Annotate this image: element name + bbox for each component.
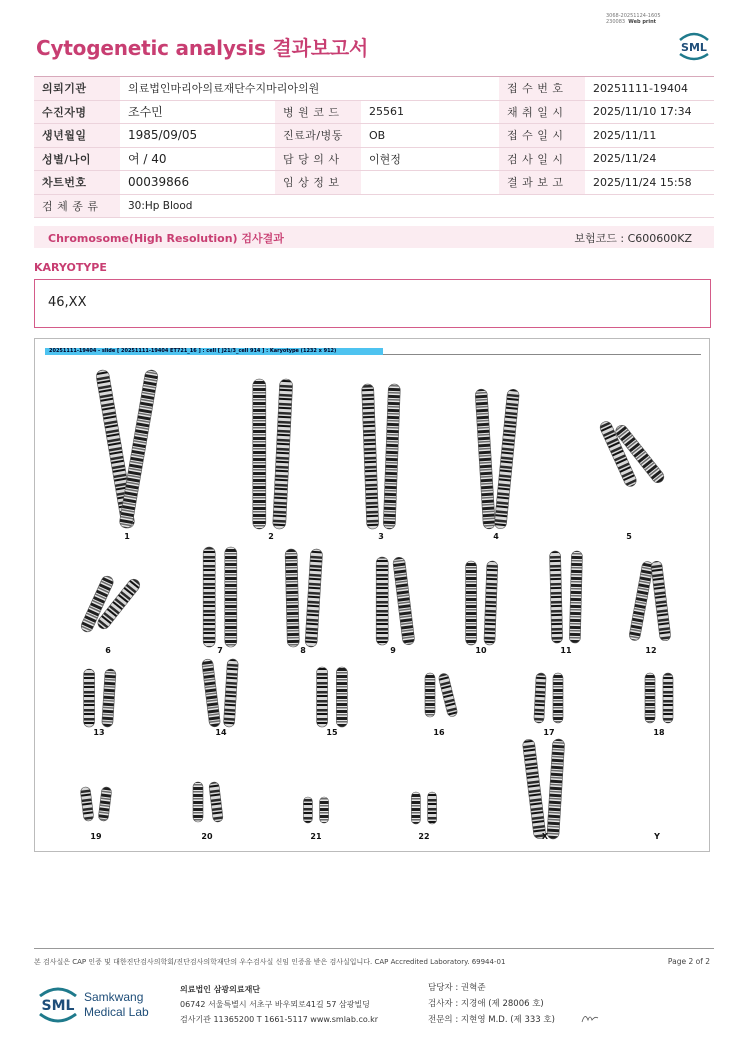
value-report-time: 2025/11/24 15:58 bbox=[585, 171, 714, 195]
result-header-bar bbox=[34, 226, 714, 248]
image-header: 20251111-19404 - slide [ 20251111-19404 ET721_16 ] : cell [ J21/3_cell 914 ] : Karyotype (1232 x 912) bbox=[45, 348, 383, 355]
chromosome-X-a bbox=[522, 739, 546, 840]
label-report-time: 결 과 보 고 bbox=[499, 171, 585, 195]
value-birth-date: 1985/09/05 bbox=[120, 124, 275, 148]
chromosome-22-b bbox=[428, 792, 437, 824]
chromosome-7-a bbox=[203, 547, 215, 647]
chromosome-label: 17 bbox=[543, 728, 555, 737]
chromosome-label: 19 bbox=[90, 832, 102, 841]
value-requesting-org: 의료법인마리아의료재단수지마리아의원 bbox=[120, 77, 499, 101]
chromosome-16-a bbox=[425, 673, 435, 717]
chromosome-22-a bbox=[411, 792, 420, 824]
chromosome-2-a bbox=[253, 379, 266, 529]
label-doctor: 담 당 의 사 bbox=[275, 147, 361, 171]
chromosome-14-b bbox=[223, 659, 238, 728]
chromosome-18-a bbox=[645, 673, 655, 723]
info-row bbox=[34, 100, 714, 124]
organization-info bbox=[180, 982, 378, 1027]
patient-info-table bbox=[34, 76, 714, 218]
signature-mark bbox=[580, 1010, 600, 1024]
sml-logo bbox=[674, 26, 714, 66]
value-sex-age: 여 / 40 bbox=[120, 147, 275, 171]
info-row bbox=[34, 77, 714, 101]
chromosome-label: Y bbox=[654, 832, 660, 841]
chromosome-label: 16 bbox=[433, 728, 445, 737]
chromosome-2-b bbox=[273, 379, 293, 529]
chromosome-16-b bbox=[438, 672, 458, 717]
chromosome-15-a bbox=[317, 667, 328, 727]
info-row bbox=[34, 194, 714, 218]
chromosome-10-b bbox=[484, 561, 498, 645]
chromosome-18-b bbox=[663, 673, 673, 723]
chromosome-9-a bbox=[376, 557, 388, 645]
label-birth-date: 생년월일 bbox=[34, 124, 120, 148]
chromosome-label: 15 bbox=[326, 728, 338, 737]
chromosome-label: 18 bbox=[653, 728, 665, 737]
label-department: 진료과/병동 bbox=[275, 124, 361, 148]
chromosome-label: 10 bbox=[475, 646, 487, 655]
chromosome-label: 12 bbox=[645, 646, 657, 655]
value-specimen-type: 30:Hp Blood bbox=[120, 194, 714, 218]
value-doctor: 이현정 bbox=[361, 147, 499, 171]
chromosome-label: X bbox=[541, 832, 549, 841]
chromosome-label: 2 bbox=[268, 532, 274, 541]
sml-logo-text: SML bbox=[681, 41, 707, 54]
chromosome-4-a bbox=[475, 389, 496, 529]
chromosome-19-a bbox=[80, 787, 94, 822]
chromosome-label: 5 bbox=[626, 532, 632, 541]
chromosome-4-b bbox=[494, 389, 520, 530]
chromosome-14-a bbox=[201, 659, 220, 728]
logo-name-line2: Medical Lab bbox=[84, 1005, 149, 1019]
samkwang-logo bbox=[38, 982, 158, 1026]
chromosome-X-b bbox=[547, 739, 565, 840]
chromosome-12-b bbox=[651, 561, 672, 642]
label-receipt-date: 접 수 일 시 bbox=[499, 124, 585, 148]
chromosome-9-b bbox=[392, 557, 415, 646]
chromosome-label: 20 bbox=[201, 832, 213, 841]
chromosome-13-a bbox=[84, 669, 95, 727]
chromosome-label: 3 bbox=[378, 532, 384, 541]
report-title: Cytogenetic analysis 결과보고서 bbox=[36, 36, 369, 60]
value-test-date: 2025/11/24 bbox=[585, 147, 714, 171]
chromosome-3-b bbox=[383, 384, 400, 529]
value-chart-number: 00039866 bbox=[120, 171, 275, 195]
footer-divider bbox=[34, 948, 714, 949]
chromosome-label: 7 bbox=[217, 646, 223, 655]
chromosome-11-b bbox=[569, 551, 582, 643]
chromosome-15-b bbox=[336, 667, 347, 727]
chromosome-19-b bbox=[98, 787, 112, 822]
chromosome-1-b bbox=[119, 369, 159, 529]
value-receipt-date: 2025/11/11 bbox=[585, 124, 714, 148]
chromosome-17-b bbox=[553, 673, 563, 723]
value-hospital-code: 25561 bbox=[361, 100, 499, 124]
result-title: Chromosome(High Resolution) 검사결과 bbox=[48, 232, 284, 245]
chromosome-label: 14 bbox=[215, 728, 227, 737]
chromosome-21-b bbox=[320, 797, 329, 823]
staff-specialist: 전문의 : 지현영 M.D. (제 333 호) bbox=[428, 1015, 555, 1025]
print-code: 230083 bbox=[606, 19, 626, 25]
chromosome-label: 22 bbox=[418, 832, 430, 841]
org-contact: 검사기관 11365200 T 1661-5117 www.smlab.co.kr bbox=[180, 1015, 379, 1024]
print-id: 3068-20251124-1605 bbox=[606, 13, 661, 19]
label-hospital-code: 병 원 코 드 bbox=[275, 100, 361, 124]
karyotype-result: 46,XX bbox=[48, 295, 87, 310]
chromosome-label: 8 bbox=[300, 646, 306, 655]
label-test-date: 검 사 일 시 bbox=[499, 147, 585, 171]
chromosome-label: 9 bbox=[390, 646, 396, 655]
samkwang-logo-mark: SML bbox=[41, 998, 75, 1014]
karyogram-image bbox=[34, 338, 710, 852]
label-clinical-info: 임 상 정 보 bbox=[275, 171, 361, 195]
chromosome-label: 13 bbox=[93, 728, 105, 737]
chromosome-label: 4 bbox=[493, 532, 499, 541]
chromosome-label: 6 bbox=[105, 646, 111, 655]
print-meta bbox=[606, 13, 661, 25]
chromosome-20-a bbox=[193, 782, 203, 822]
label-collection-time: 채 취 일 시 bbox=[499, 100, 585, 124]
logo-name-line1: Samkwang bbox=[84, 990, 144, 1004]
chromosome-17-a bbox=[534, 673, 546, 723]
insurance-code: 보험코드 : C600600KZ bbox=[574, 232, 692, 245]
info-row bbox=[34, 171, 714, 195]
label-patient-name: 수진자명 bbox=[34, 100, 120, 124]
value-department: OB bbox=[361, 124, 499, 148]
staff-in-charge: 담당자 : 권혁준 bbox=[428, 983, 486, 993]
info-row bbox=[34, 147, 714, 171]
label-chart-number: 차트번호 bbox=[34, 171, 120, 195]
chromosome-7-b bbox=[225, 547, 237, 647]
print-mode: Web print bbox=[628, 19, 657, 25]
info-row bbox=[34, 124, 714, 148]
chromosome-21-a bbox=[303, 797, 312, 823]
org-name: 의료법인 삼광의료재단 bbox=[180, 985, 261, 994]
value-clinical-info bbox=[361, 171, 499, 195]
chromosome-12-a bbox=[628, 561, 653, 642]
chromosome-label: 1 bbox=[124, 532, 130, 541]
karyogram-figure bbox=[35, 339, 711, 853]
staff-tester: 검사자 : 지경애 (제 28006 호) bbox=[428, 999, 544, 1009]
page-number: Page 2 of 2 bbox=[667, 957, 710, 966]
image-header-line bbox=[383, 354, 701, 355]
staff-info bbox=[428, 980, 555, 1028]
chromosome-13-b bbox=[102, 669, 117, 728]
chromosome-3-a bbox=[362, 384, 379, 529]
value-receipt-number: 20251111-19404 bbox=[585, 77, 714, 101]
karyotype-label: KARYOTYPE bbox=[34, 261, 107, 274]
label-sex-age: 성별/나이 bbox=[34, 147, 120, 171]
chromosome-label: 11 bbox=[560, 646, 572, 655]
chromosome-8-b bbox=[305, 549, 323, 648]
chromosome-label: 21 bbox=[310, 832, 322, 841]
label-receipt-number: 접 수 번 호 bbox=[499, 77, 585, 101]
chromosome-10-a bbox=[466, 561, 477, 645]
chromosome-11-a bbox=[549, 551, 562, 643]
karyotype-result-box bbox=[34, 279, 711, 328]
label-requesting-org: 의뢰기관 bbox=[34, 77, 120, 101]
org-address: 06742 서울특별시 서초구 바우뫼로41길 57 삼광빌딩 bbox=[180, 1000, 370, 1009]
label-specimen-type: 검 체 종 류 bbox=[34, 194, 120, 218]
chromosome-20-b bbox=[209, 782, 224, 823]
value-patient-name: 조수민 bbox=[120, 100, 275, 124]
value-collection-time: 2025/11/10 17:34 bbox=[585, 100, 714, 124]
chromosome-8-a bbox=[285, 549, 299, 647]
accreditation-note: 본 검사실은 CAP 인증 및 대한진단검사의학회/진단검사의학재단의 우수검사실 신임 인증을 받은 검사실입니다. CAP Accredited Laboratory. 69944-01 bbox=[34, 958, 506, 966]
